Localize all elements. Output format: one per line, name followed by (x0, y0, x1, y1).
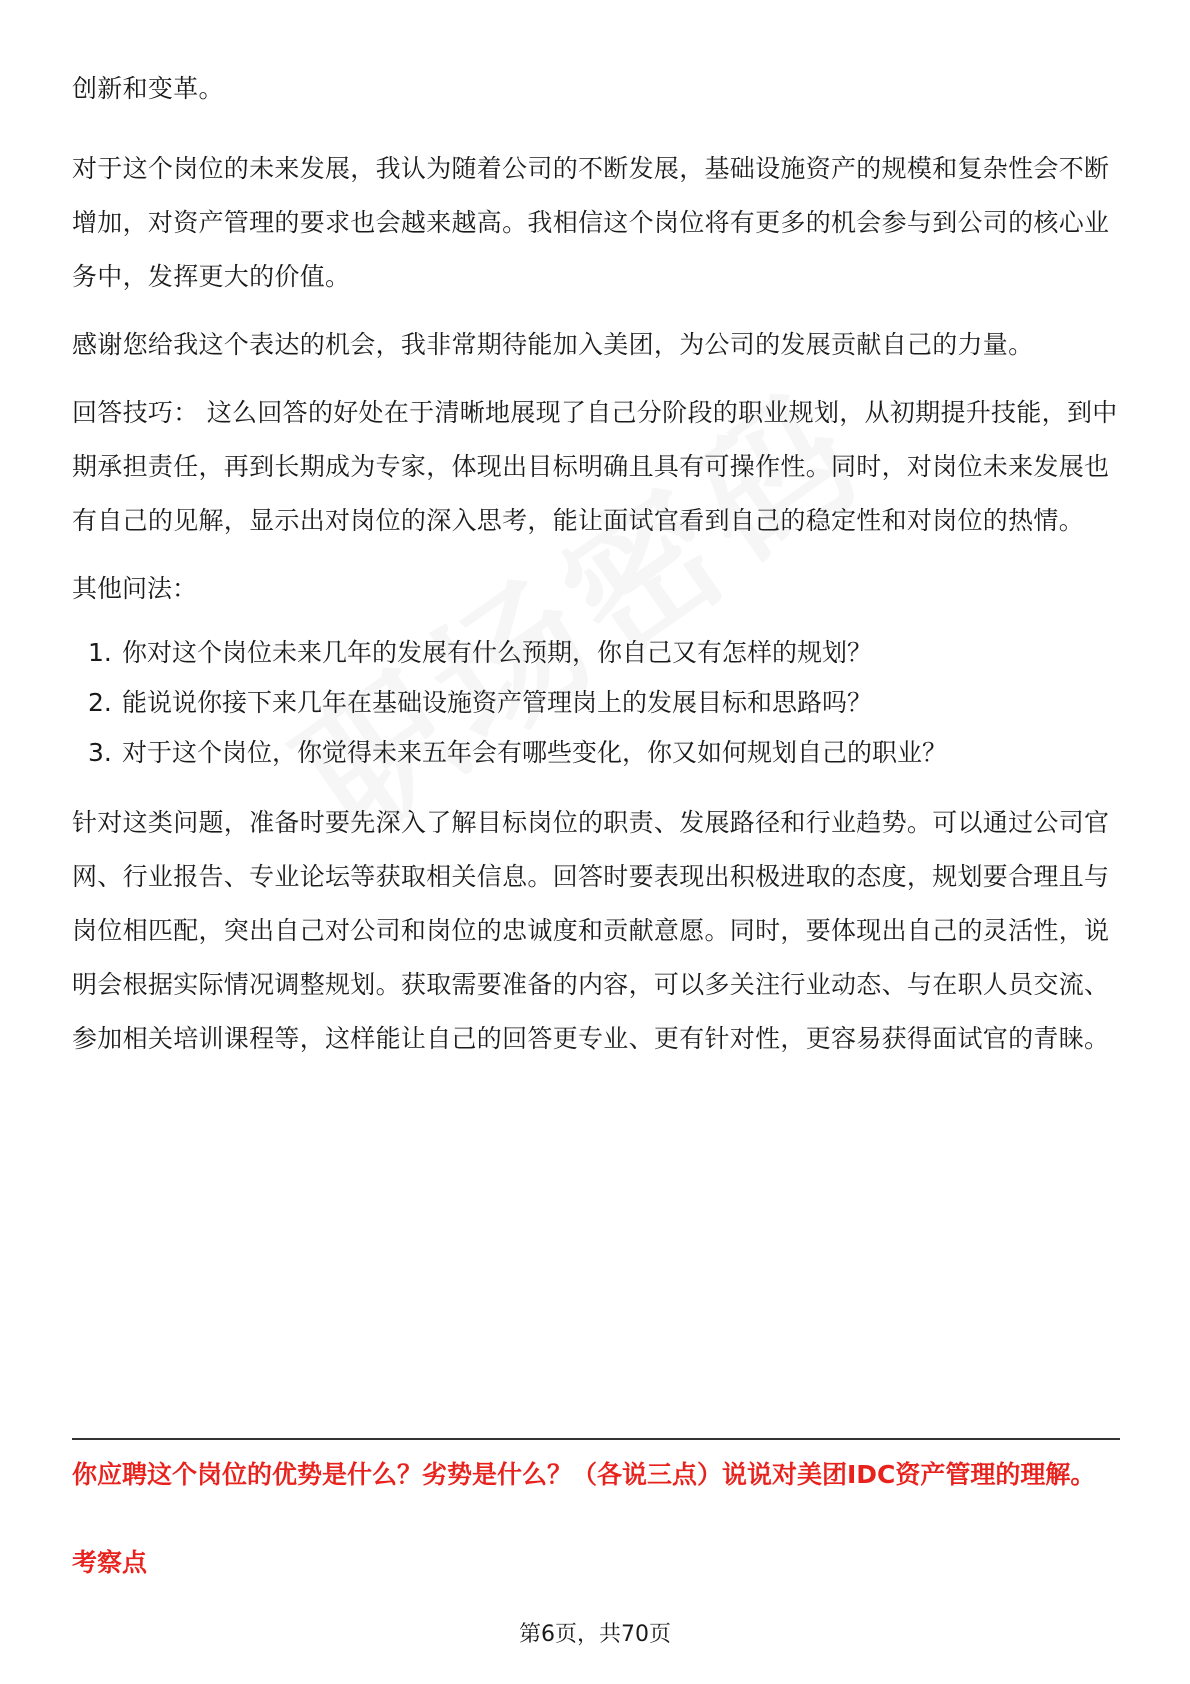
list-item (72, 678, 1120, 728)
list-item-text: 你对这个岗位未来几年的发展有什么预期，你自己又有怎样的规划？ (122, 638, 873, 667)
question-heading: 你应聘这个岗位的优势是什么？劣势是什么？（各说三点）说说对美团IDC资产管理的理解。 (72, 1460, 1096, 1489)
list-item-number: 1. (88, 638, 112, 667)
paragraph-future-development: 对于这个岗位的未来发展，我认为随着公司的不断发展，基础设施资产的规模和复杂性会不断增加，对资产管理的要求也会越来越高。我相信这个岗位将有更多的机会参与到公司的核心业务中，发挥更大的价值。 (72, 154, 1110, 291)
paragraph-answer-tips: 回答技巧： 这么回答的好处在于清晰地展现了自己分阶段的职业规划，从初期提升技能，到中期承担责任，再到长期成为专家，体现出目标明确且具有可操作性。同时，对岗位未来发展也有自己的见解，显示出对岗位的深入思考，能让面试官看到自己的稳定性和对岗位的热情。 (72, 398, 1118, 535)
list-item (72, 728, 1120, 778)
other-questions-label: 其他问法： (72, 574, 198, 603)
page-number: 第6页，共70页 (519, 1622, 671, 1647)
list-item-number: 2. (88, 688, 112, 717)
paragraph-thanks: 感谢您给我这个表达的机会，我非常期待能加入美团，为公司的发展贡献自己的力量。 (72, 330, 1034, 359)
other-questions-list (72, 628, 1120, 778)
assessment-points-heading: 考察点 (72, 1548, 148, 1577)
paragraph-intro-end: 创新和变革。 (72, 74, 224, 103)
list-item-text: 对于这个岗位，你觉得未来五年会有哪些变化，你又如何规划自己的职业？ (122, 738, 948, 767)
body-content (72, 62, 1120, 1080)
paragraph-preparation-advice: 针对这类问题，准备时要先深入了解目标岗位的职责、发展路径和行业趋势。可以通过公司官网、行业报告、专业论坛等获取相关信息。回答时要表现出积极进取的态度，规划要合理且与岗位相匹配，突出自己对公司和岗位的忠诚度和贡献意愿。同时，要体现出自己的灵活性，说明会根据实际情况调整规划。获取需要准备的内容，可以多关注行业动态、与在职人员交流、参加相关培训课程等，这样能让自己的回答更专业、更有针对性，更容易获得面试官的青睐。 (72, 808, 1110, 1053)
section-divider (72, 1438, 1120, 1440)
list-item-text: 能说说你接下来几年在基础设施资产管理岗上的发展目标和思路吗？ (122, 688, 873, 717)
list-item (72, 628, 1120, 678)
list-item-number: 3. (88, 738, 112, 767)
